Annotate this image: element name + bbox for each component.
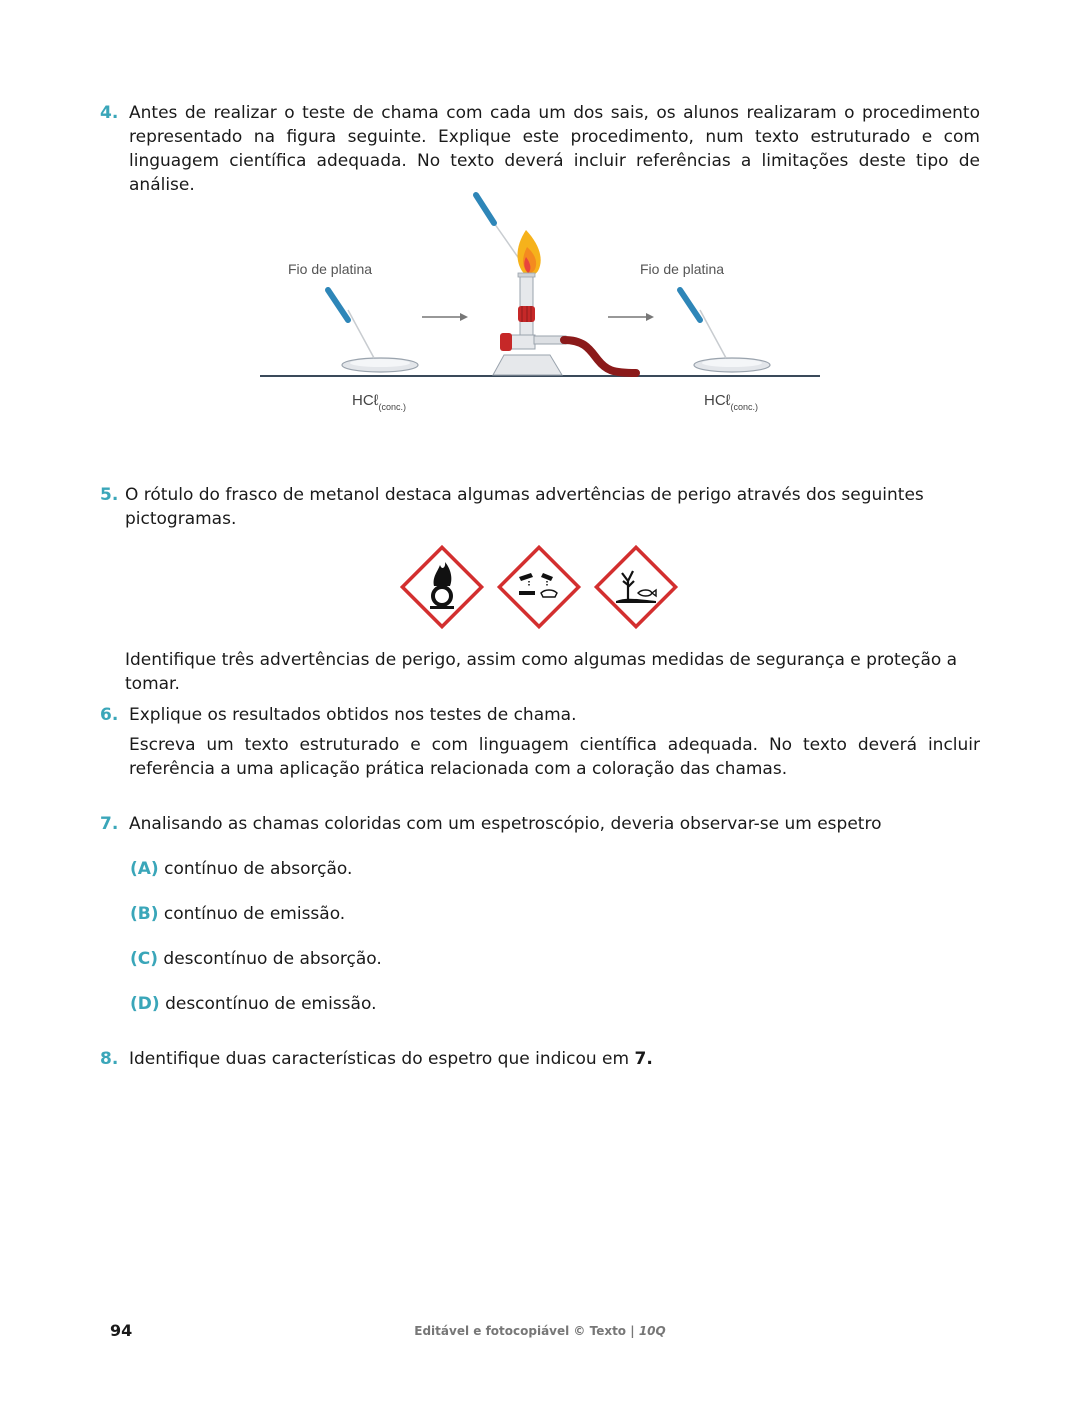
label-platinum-wire-left: Fio de platina (288, 261, 373, 277)
footer-text: Editável e fotocopiável © Texto (414, 1324, 627, 1338)
option-letter: (A) (130, 859, 159, 879)
footer-copyright (0, 1324, 1080, 1338)
platinum-wire-left (328, 290, 374, 358)
ghs-pictograms (400, 544, 680, 630)
question-number: 6. (100, 705, 119, 725)
platinum-wire-burner (476, 195, 522, 263)
option-letter: (B) (130, 904, 159, 924)
question-number: 7. (100, 814, 119, 834)
watch-glass-right (694, 358, 770, 372)
question-6 (100, 703, 980, 781)
page-number: 94 (110, 1321, 133, 1340)
option-letter: (C) (130, 949, 159, 969)
platinum-wire-right (680, 290, 726, 358)
label-hcl-left: HCℓ$_{(conc.)}$ (352, 392, 407, 412)
option-b[interactable] (130, 902, 345, 926)
option-text: contínuo de emissão. (163, 904, 346, 924)
question-text-line2: Escreva um texto estruturado e com linguagem científica adequada. No texto deverá incluir referência a uma aplicação prática relacionada com a coloração das chamas. (129, 735, 980, 779)
arrow-left-icon (422, 313, 468, 321)
question-text (129, 1047, 980, 1071)
option-letter: (D) (130, 994, 160, 1014)
question-5 (100, 483, 1000, 531)
question-text-line1: Explique os resultados obtidos nos testes de chama. (129, 705, 577, 725)
option-text: descontínuo de absorção. (163, 949, 382, 969)
question-4 (100, 101, 980, 197)
question-text: Analisando as chamas coloridas com um espetroscópio, deveria observar-se um espetro (129, 814, 882, 834)
option-text: contínuo de absorção. (164, 859, 353, 879)
arrow-right-icon (608, 313, 654, 321)
flame-test-procedure-figure (250, 185, 830, 420)
corrosive-icon (499, 547, 578, 626)
environment-hazard-icon (596, 547, 675, 626)
footer-separator: | (630, 1324, 635, 1338)
option-d[interactable] (130, 992, 376, 1016)
label-hcl-right: HCℓ$_{(conc.)}$ (704, 392, 759, 412)
option-c[interactable] (130, 947, 382, 971)
question-7 (100, 812, 980, 836)
question-followup-text: Identifique três advertências de perigo, assim como algumas medidas de segurança e proteção a tomar. (125, 650, 958, 694)
question-text: Antes de realizar o teste de chama com cada um dos sais, os alunos realizaram o procedimento representado na figura seguinte. Explique este procedimento, num texto estruturado e com linguagem científica adequada. No texto deverá incluir referências a limitações deste tipo de análise. (129, 103, 980, 195)
question-text: O rótulo do frasco de metanol destaca algumas advertências de perigo através dos seguintes pictogramas. (125, 485, 924, 529)
flame-over-circle-icon (402, 547, 481, 626)
question-number: 8. (100, 1049, 119, 1069)
option-a[interactable] (130, 857, 352, 881)
question-number: 5. (100, 485, 119, 505)
question-5-followup (125, 648, 1005, 696)
question-number: 4. (100, 103, 119, 123)
question-8 (100, 1047, 980, 1071)
watch-glass-left (342, 358, 418, 372)
footer-brand: 10Q (638, 1324, 666, 1338)
question-reference: 7. (634, 1049, 653, 1069)
option-text: descontínuo de emissão. (165, 994, 377, 1014)
label-platinum-wire-right: Fio de platina (640, 261, 725, 277)
question-text-main: Identifique duas características do espetro que indicou em (129, 1049, 630, 1069)
